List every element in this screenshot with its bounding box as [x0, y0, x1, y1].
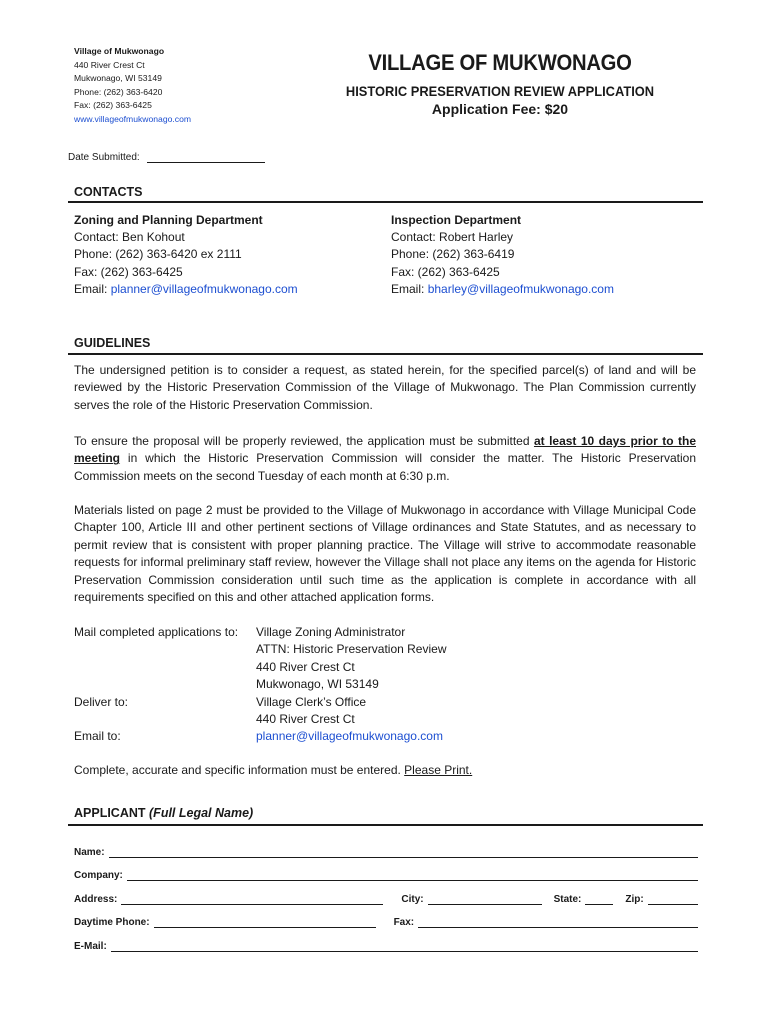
state-label: State: [553, 893, 582, 905]
email-to-link[interactable]: planner@villageofmukwonago.com [256, 729, 443, 744]
mail-line: Mukwonago, WI 53149 [256, 677, 379, 692]
org-phone: Phone: (262) 363-6420 [74, 86, 163, 97]
zoning-dept-name: Zoning and Planning Department [74, 213, 263, 227]
zoning-phone: Phone: (262) 363-6420 ex 2111 [74, 247, 242, 262]
company-field[interactable] [127, 869, 698, 881]
deliver-line: Village Clerk’s Office [256, 694, 367, 709]
closing-note [74, 762, 472, 779]
please-print: Please Print. [404, 762, 473, 777]
inspection-email-line [391, 281, 614, 298]
guidelines-heading: GUIDELINES [74, 336, 151, 350]
deliver-line: 440 River Crest Ct [256, 712, 355, 727]
company-label: Company: [74, 870, 123, 881]
applicant-heading-note: (Full Legal Name) [149, 806, 254, 820]
fax-label: Fax: [393, 917, 415, 928]
name-label: Name: [74, 846, 105, 858]
mail-address [256, 624, 447, 694]
zip-label: Zip: [625, 893, 644, 905]
org-fax: Fax: (262) 363-6425 [74, 100, 152, 111]
zoning-contact [74, 212, 298, 298]
inspection-fax: Fax: (262) 363-6425 [391, 264, 500, 279]
date-submitted-label: Date Submitted: [68, 152, 140, 163]
applicant-divider [68, 824, 703, 826]
zoning-email-label: Email: [74, 281, 111, 296]
zoning-email-link[interactable]: planner@villageofmukwonago.com [110, 281, 298, 296]
zoning-email-line [74, 281, 298, 298]
email-label: E-Mail: [74, 940, 107, 952]
city-field[interactable] [428, 893, 542, 905]
email-row [74, 928, 698, 952]
p2-text-a: To ensure the proposal will be properly reviewed, the application must be submitted [74, 434, 534, 448]
contacts-divider [68, 201, 703, 203]
page-subtitle: HISTORIC PRESERVATION REVIEW APPLICATION [345, 83, 655, 99]
mail-label: Mail completed applications to: [74, 625, 239, 639]
org-city: Mukwonago, WI 53149 [74, 73, 162, 84]
city-label: City: [401, 893, 424, 905]
date-submitted [68, 152, 265, 163]
applicant-heading [74, 806, 253, 820]
guidelines-paragraph-3: Materials listed on page 2 must be provided to the Village of Mukwonago in accordance with Village Municipal Code Chapter 100, Article III and other pertinent sections of Village ordinances and State Statutes, and as necessary to permit review that is consistent with proper planning practice. The Village will strive to accommodate reasonable requests for informal preliminary staff review, however the Village shall not place any items on the agenda for Historic Preservation Commission consideration until such time as the application is complete in accordance with all requirements specified on this and other attached application forms. [74, 503, 696, 605]
zoning-contact-name: Contact: Ben Kohout [74, 230, 185, 245]
zip-field[interactable] [648, 893, 698, 905]
address-field[interactable] [121, 893, 383, 905]
guidelines-paragraph-2 [74, 433, 696, 485]
address-label: Address: [74, 893, 118, 905]
p2-deadline: at least 10 days prior to the meeting [74, 434, 696, 466]
company-row [74, 858, 698, 882]
fax-field[interactable] [418, 916, 698, 928]
mail-line: Village Zoning Administrator [256, 625, 406, 639]
org-address: 440 River Crest Ct [74, 59, 145, 70]
email-to-label: Email to: [74, 729, 121, 744]
page-title: VILLAGE OF MUKWONAGO [368, 50, 632, 75]
p2-text-b: in which the Historic Preservation Commission will consider the matter. The Historic Preservation Commission meets on the second Tuesday of each month at 6:30 p.m. [74, 451, 696, 483]
date-submitted-field[interactable] [147, 162, 265, 163]
inspection-dept-name: Inspection Department [391, 213, 522, 227]
inspection-contact-name: Contact: Robert Harley [391, 230, 514, 245]
inspection-phone: Phone: (262) 363-6419 [391, 247, 515, 262]
deliver-label: Deliver to: [74, 694, 129, 709]
name-row [74, 834, 698, 858]
inspection-email-link[interactable]: bharley@villageofmukwonago.com [427, 281, 614, 296]
inspection-contact [391, 212, 614, 298]
mail-row [74, 624, 472, 694]
guidelines-divider [68, 353, 703, 355]
deliver-address [256, 694, 366, 729]
closing-text: Complete, accurate and specific information must be entered. [74, 762, 405, 777]
email-field[interactable] [111, 940, 698, 952]
phone-label: Daytime Phone: [74, 917, 150, 928]
org-name: Village of Mukwonago [74, 46, 165, 56]
name-field[interactable] [109, 846, 698, 858]
phone-field[interactable] [154, 916, 376, 928]
org-website-link[interactable]: www.villageofmukwonago.com [74, 113, 192, 124]
village-address-block [74, 45, 191, 127]
mail-line: 440 River Crest Ct [256, 659, 355, 674]
email-row [74, 728, 472, 745]
mail-line: ATTN: Historic Preservation Review [256, 642, 447, 657]
zoning-fax: Fax: (262) 363-6425 [74, 264, 183, 279]
phone-row [74, 905, 698, 929]
applicant-form [74, 834, 698, 952]
contacts-heading: CONTACTS [74, 185, 143, 199]
deliver-row [74, 694, 472, 729]
guidelines-paragraph-1: The undersigned petition is to consider a request, as stated herein, for the specified parcel(s) of land and will be reviewed by the Historic Preservation Commission of the Village of Mukwonago. The Plan Commission currently serves the role of the Historic Preservation Commission. [74, 363, 696, 412]
address-row [74, 881, 698, 905]
applicant-heading-text: APPLICANT [74, 806, 146, 820]
state-field[interactable] [585, 893, 613, 905]
inspection-email-label: Email: [391, 281, 428, 296]
application-fee: Application Fee: $20 [431, 101, 569, 117]
submission-instructions [74, 624, 472, 779]
